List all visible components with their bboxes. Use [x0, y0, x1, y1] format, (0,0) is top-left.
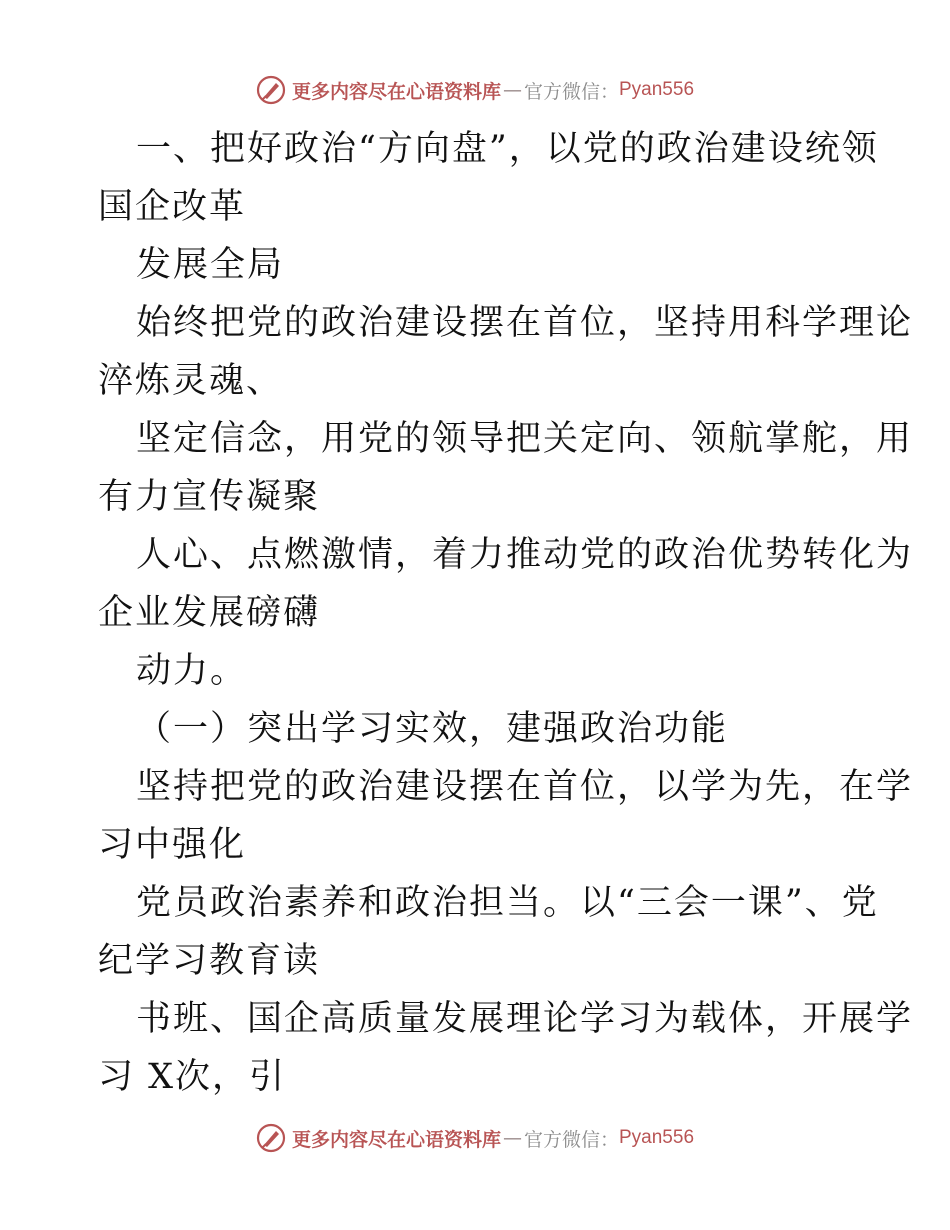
- body-line: 人心、点燃激情，着力推动党的政治优势转化为: [136, 535, 914, 575]
- header-watermark: [0, 70, 950, 110]
- body-line: 习 X次，引: [98, 1057, 287, 1097]
- body-line: 企业发展磅礴: [98, 593, 321, 633]
- document-body: [98, 120, 914, 1106]
- body-line: 党员政治素养和政治担当。以“三会一课”、党: [136, 883, 879, 923]
- body-line: 习中强化: [98, 825, 247, 865]
- body-line: 坚持把党的政治建设摆在首位，以学为先，在学: [136, 767, 914, 807]
- body-line: 始终把党的政治建设摆在首位，坚持用科学理论: [136, 303, 914, 343]
- body-line: 一、把好政治“方向盘”，以党的政治建设统领: [136, 129, 879, 169]
- body-line: 坚定信念，用党的领导把关定向、领航掌舵，用: [136, 419, 914, 459]
- body-line: 书班、国企高质量发展理论学习为载体，开展学: [136, 999, 914, 1039]
- body-line: 动力。: [136, 651, 248, 691]
- body-line: 国企改革: [98, 187, 247, 227]
- watermark-wechat-id: Pyan556: [619, 79, 695, 100]
- watermark-wechat-id: Pyan556: [619, 1127, 695, 1148]
- watermark-site-text: 更多内容尽在心语资料库: [291, 80, 501, 103]
- body-line: 发展全局: [136, 245, 285, 285]
- body-line: 淬炼灵魂、: [98, 361, 284, 401]
- watermark-wechat-label: 官方微信：: [523, 80, 619, 103]
- watermark-dash: —: [502, 79, 522, 101]
- quill-logo-icon: [256, 75, 286, 105]
- footer-watermark: [0, 1118, 950, 1158]
- body-line: 纪学习教育读: [98, 941, 321, 981]
- watermark-site-text: 更多内容尽在心语资料库: [291, 1128, 501, 1151]
- body-line: 有力宣传凝聚: [98, 477, 321, 517]
- quill-logo-icon: [256, 1123, 286, 1153]
- watermark-wechat-label: 官方微信：: [523, 1128, 619, 1151]
- body-line: （一）突出学习实效，建强政治功能: [136, 709, 729, 749]
- watermark-dash: —: [502, 1127, 522, 1149]
